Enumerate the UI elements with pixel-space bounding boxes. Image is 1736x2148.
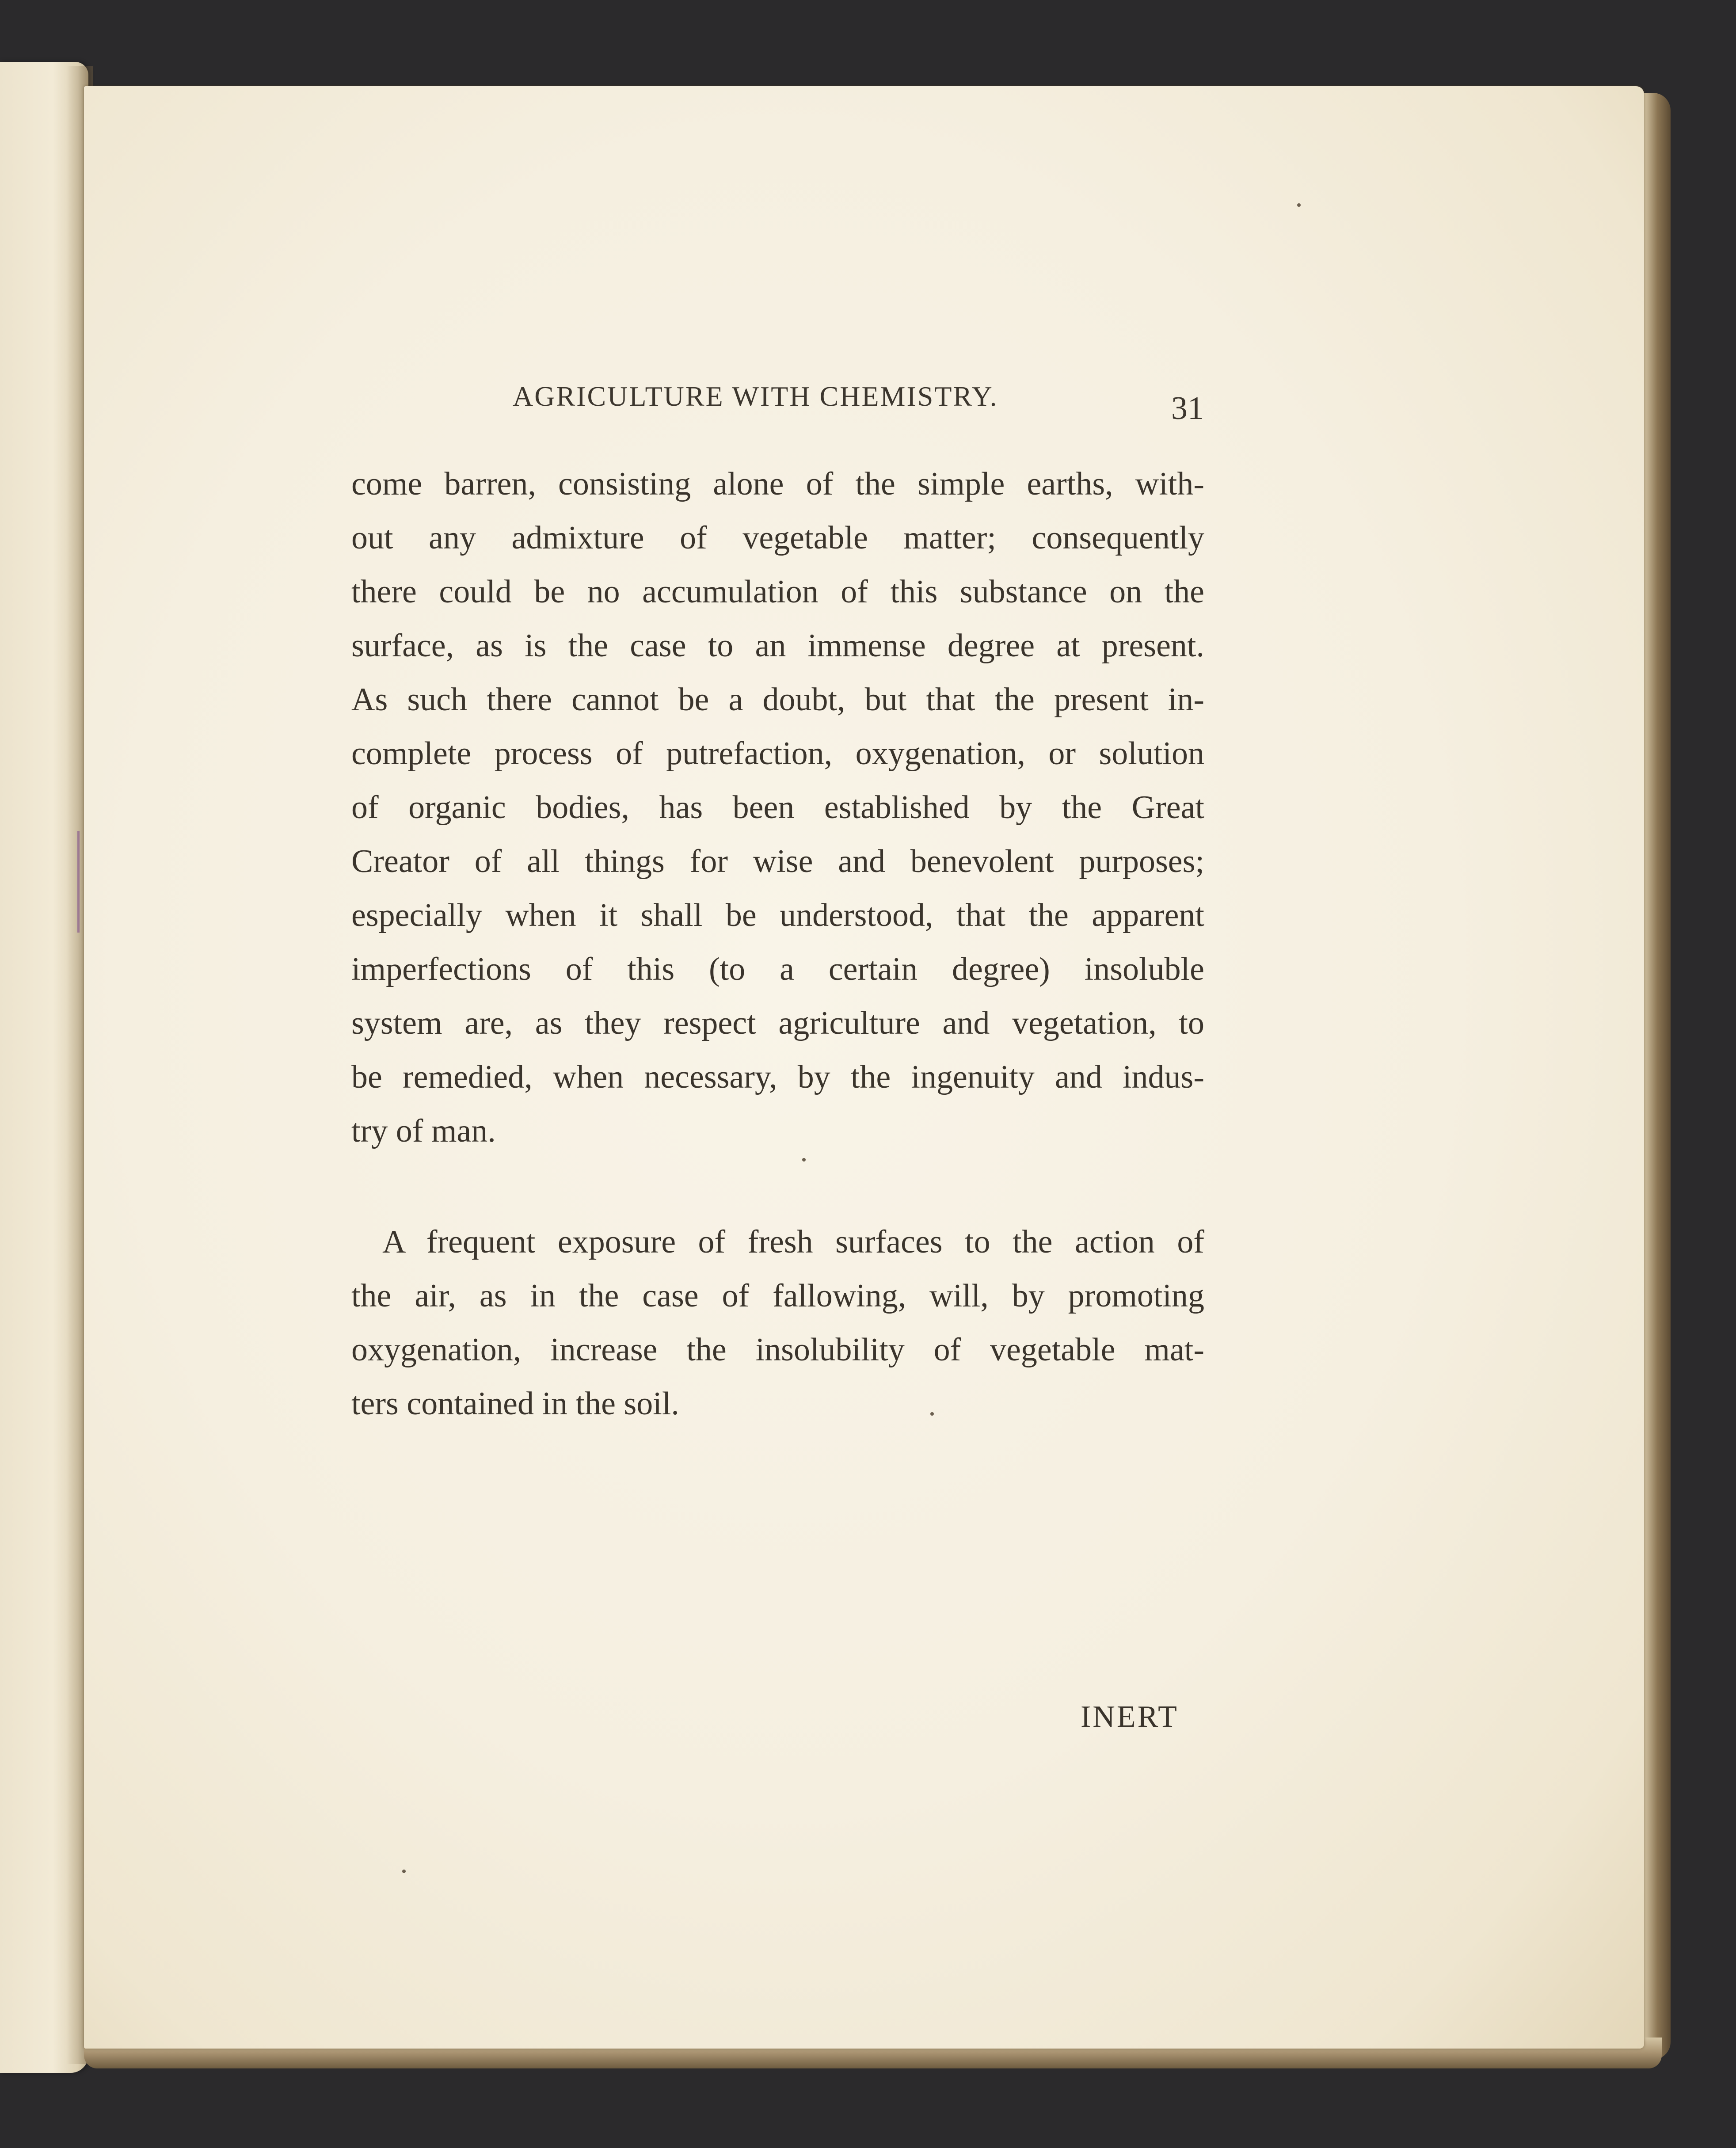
text-line: ters contained in the soil. bbox=[351, 1386, 679, 1422]
ink-speck bbox=[930, 1412, 934, 1416]
text-line: oxygenation, increase the insolubility of vegetable mat- bbox=[351, 1332, 1204, 1368]
text-line: imperfections of this (to a certain degree) insoluble bbox=[351, 951, 1204, 987]
text-line: system are, as they respect agriculture and vegetation, to bbox=[351, 1005, 1204, 1041]
text-line: of organic bodies, has been established by the Great bbox=[351, 789, 1204, 826]
text-line: complete process of putrefaction, oxygenation, or solution bbox=[351, 735, 1204, 772]
catchword: INERT bbox=[1081, 1700, 1179, 1734]
page-number: 31 bbox=[1171, 390, 1204, 427]
text-line: come barren, consisting alone of the simple earths, with- bbox=[351, 466, 1204, 502]
text-line: surface, as is the case to an immense degree at present. bbox=[351, 628, 1204, 664]
ink-speck bbox=[802, 1158, 806, 1162]
text-line: out any admixture of vegetable matter; consequently bbox=[351, 520, 1204, 556]
ink-speck bbox=[402, 1870, 406, 1873]
text-line: try of man. bbox=[351, 1113, 496, 1149]
text-line: the air, as in the case of fallowing, will, by promoting bbox=[351, 1278, 1204, 1314]
text-line: As such there cannot be a doubt, but that the present in- bbox=[351, 682, 1204, 718]
ink-speck bbox=[1297, 203, 1301, 207]
text-line: especially when it shall be understood, that the apparent bbox=[351, 897, 1204, 933]
text-line: A frequent exposure of fresh surfaces to the action of bbox=[382, 1224, 1204, 1260]
text-line: Creator of all things for wise and benevolent purposes; bbox=[351, 843, 1204, 880]
running-head: AGRICULTURE WITH CHEMISTRY. bbox=[513, 381, 998, 412]
text-line: be remedied, when necessary, by the ingenuity and indus- bbox=[351, 1059, 1204, 1095]
text-line: there could be no accumulation of this substance on the bbox=[351, 574, 1204, 610]
